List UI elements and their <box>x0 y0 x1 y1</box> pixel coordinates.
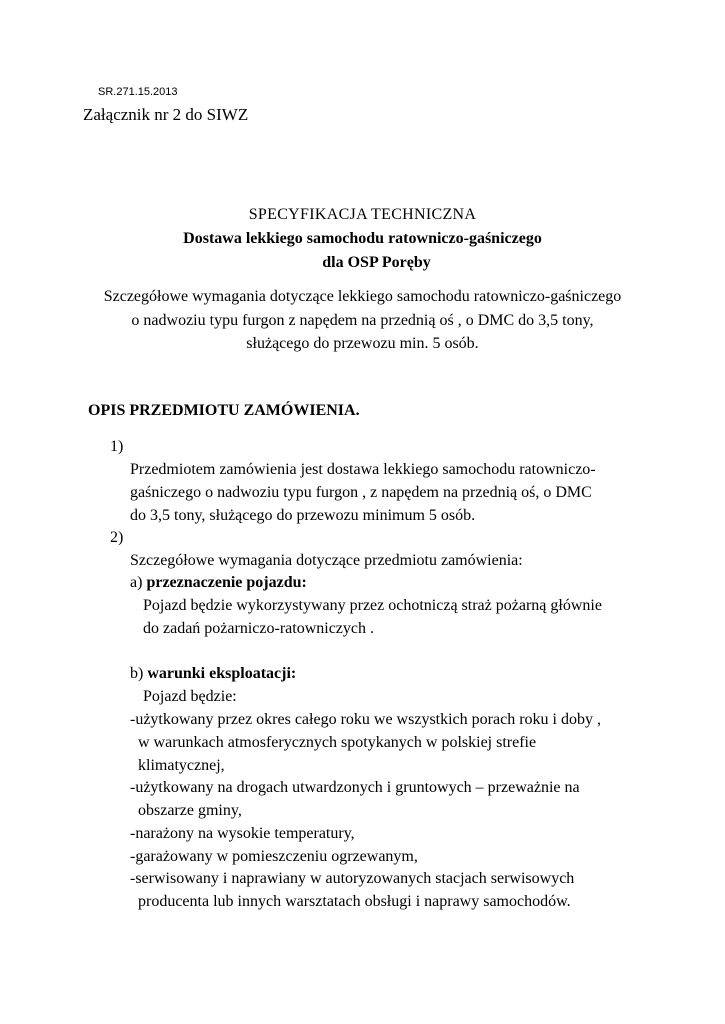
subsection-prefix: a) <box>130 574 147 591</box>
intro-line: służącego do przewozu min. 5 osób. <box>246 335 479 352</box>
subsection-text-line: Pojazd będzie wykorzystywany przez ochotniczą straż pożarną głównie <box>143 597 602 614</box>
subsection-title: warunki eksploatacji: <box>147 665 297 682</box>
item-text-line: Szczegółowe wymagania dotyczące przedmiotu zamówienia: <box>130 552 523 569</box>
item-number: 1) <box>110 438 124 455</box>
document-subtitle: Dostawa lekkiego samochodu ratowniczo-gaśniczego <box>183 230 542 247</box>
list-item-continuation: obszarze gminy, <box>138 802 242 819</box>
reference-number: SR.271.15.2013 <box>98 86 178 98</box>
intro-line: o nadwoziu typu furgon z napędem na przednią oś , o DMC do 3,5 tony, <box>131 312 594 329</box>
intro-line: Szczegółowe wymagania dotyczące lekkiego samochodu ratowniczo-gaśniczego <box>103 288 622 305</box>
annex-label: Załącznik nr 2 do SIWZ <box>83 105 249 124</box>
subsection-lead: Pojazd będzie: <box>143 688 237 705</box>
subsection-prefix: b) <box>130 665 148 682</box>
subsection-b-heading <box>130 665 296 683</box>
section-heading: OPIS PRZEDMIOTU ZAMÓWIENIA. <box>88 402 360 419</box>
item-text-line: gaśniczego o nadwoziu typu furgon , z napędem na przednią oś, o DMC <box>130 484 592 501</box>
subsection-title: przeznaczenie pojazdu: <box>146 574 307 591</box>
subsection-a-heading <box>130 574 307 592</box>
item-text-line: Przedmiotem zamówienia jest dostawa lekkiego samochodu ratowniczo- <box>130 461 596 478</box>
list-item: -garażowany w pomieszczeniu ogrzewanym, <box>130 848 418 865</box>
list-item-continuation: producenta lub innych warsztatach obsługi i naprawy samochodów. <box>138 893 571 910</box>
document-subtitle-recipient: dla OSP Poręby <box>322 254 431 271</box>
list-item-continuation: w warunkach atmosferycznych spotykanych w polskiej strefie <box>138 734 537 751</box>
subsection-text-line: do zadań pożarniczo-ratowniczych . <box>143 620 374 637</box>
list-item: -serwisowany i naprawiany w autoryzowanych stacjach serwisowych <box>130 870 575 887</box>
list-item-continuation: klimatycznej, <box>138 757 225 774</box>
item-number: 2) <box>110 529 124 546</box>
list-item: -użytkowany na drogach utwardzonych i gruntowych – przeważnie na <box>130 779 580 796</box>
item-text-line: do 3,5 tony, służącego do przewozu minimum 5 osób. <box>130 507 476 524</box>
list-item: -użytkowany przez okres całego roku we wszystkich porach roku i doby , <box>130 711 601 728</box>
list-item: -narażony na wysokie temperatury, <box>130 825 355 842</box>
document-title: SPECYFIKACJA TECHNICZNA <box>248 206 477 223</box>
